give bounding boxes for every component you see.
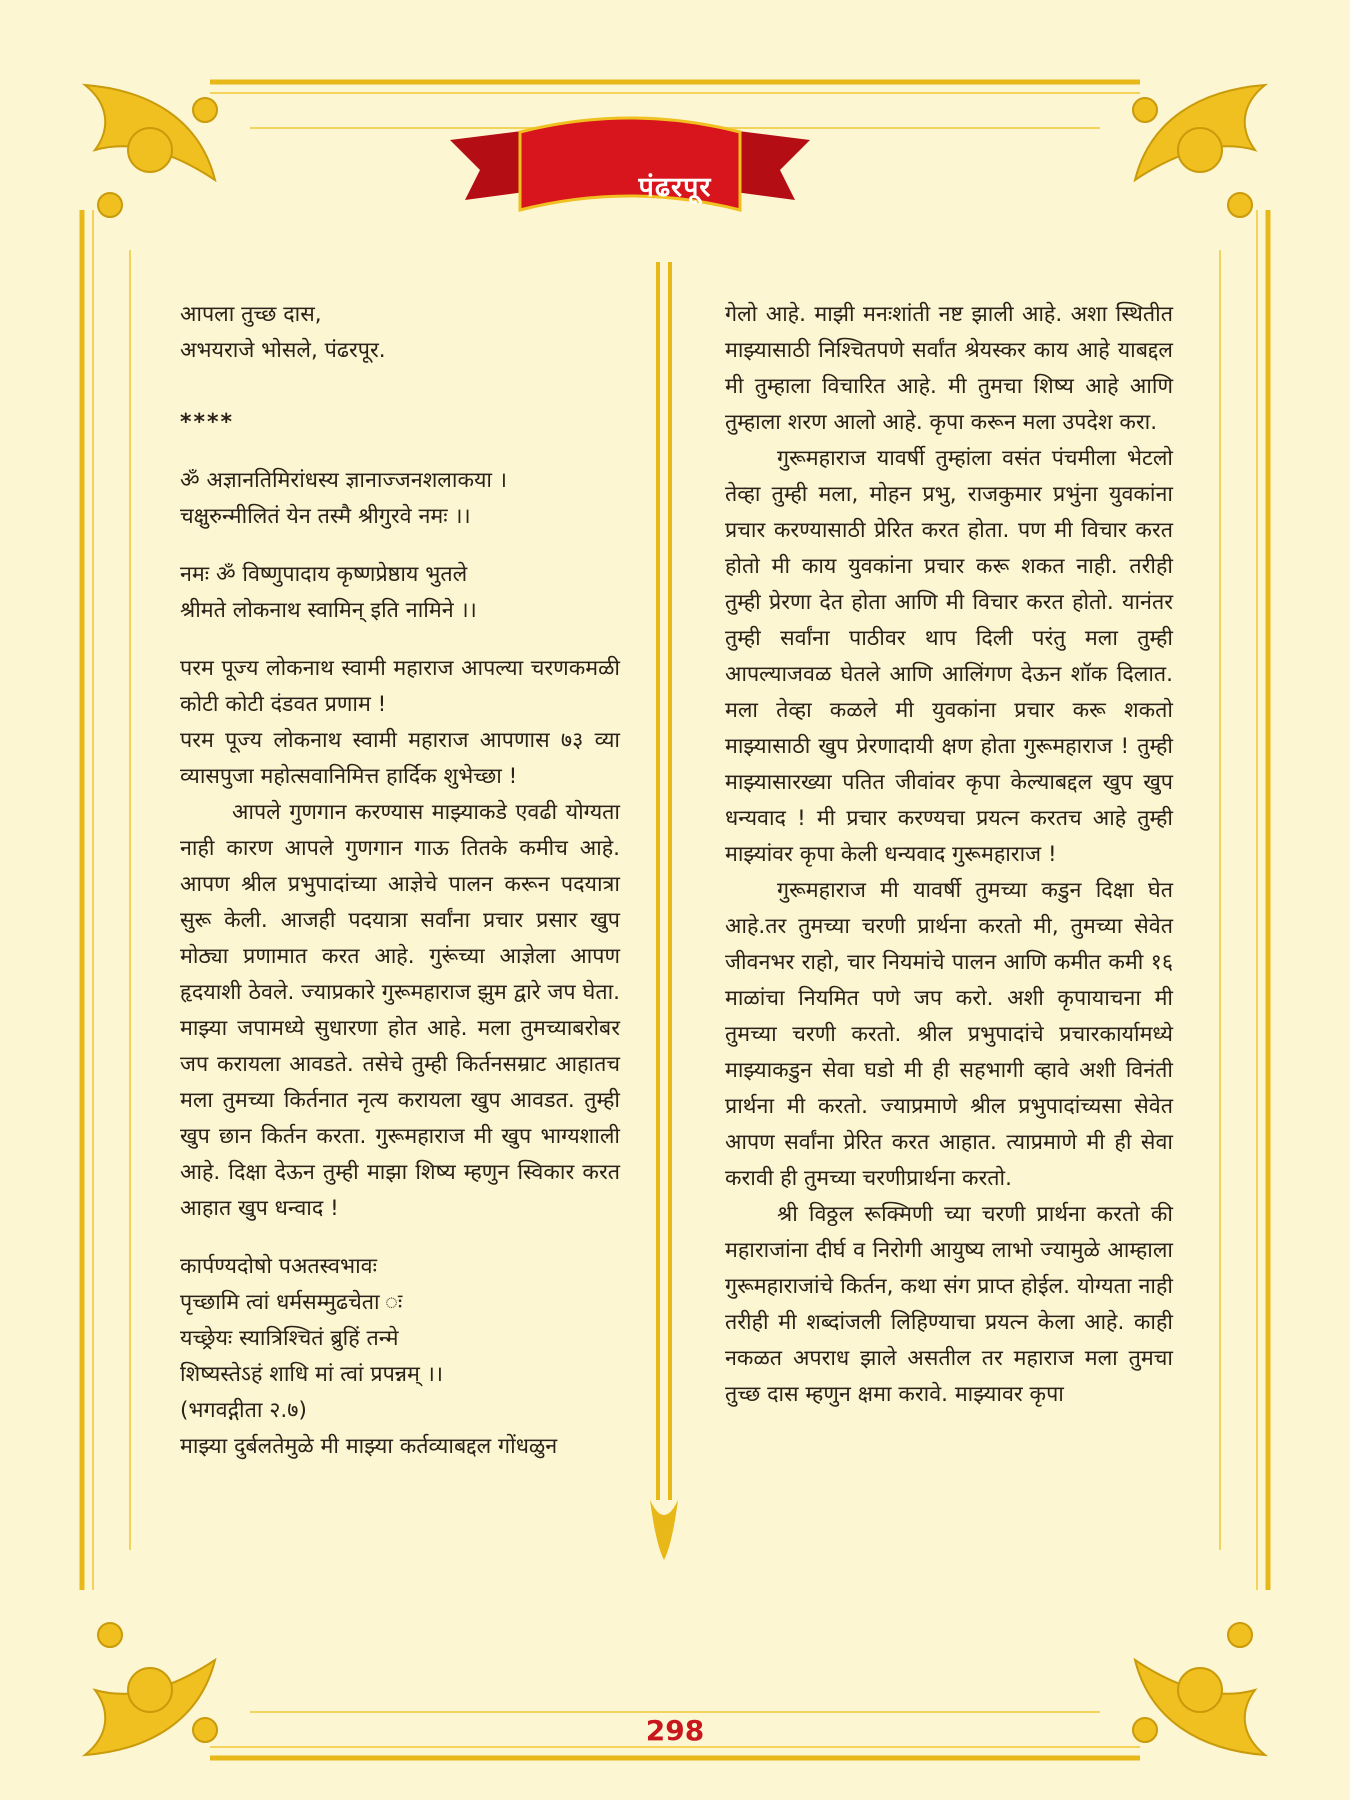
verse1-line-1: ॐ अज्ञानतिमिरांधस्य ज्ञानाज्जनशलाकया । (180, 468, 507, 493)
paragraph-3: गुरूमहाराज यावर्षी तुम्हांला वसंत पंचमीला भेटलो तेव्हा तुम्ही मला, मोहन प्रभु, राजकुमार प्रभुंना युवकांना प्रचार करण्यासाठी प्रेरित करत होता. पण मी विचार करत होतो मी काय युवकांना प्रचार करू शकत नाही. तरीही तुम्ही प्रेरणा देत होता आणि मी विचार करत होतो. यानंतर तुम्ही सर्वांना पाठीवर थाप दिली परंतु मला तुम्ही आपल्याजवळ घेतले आणि आलिंगण देऊन शॉक दिलात. मला तेव्हा कळले मी युवकांना प्रचार करू शकतो माझ्यासाठी खुप प्रेरणादायी क्षण होता गुरूमहाराज ! तुम्ही माझ्यासारख्या पतित जीवांवर कृपा केल्याबद्दल खुप खुप धन्यवाद ! मी प्रचार करण्यचा प्रयत्न करतच आहे तुम्ही माझ्यांवर कृपा केली धन्यवाद गुरूमहाराज ! (725, 446, 1173, 867)
paragraph-1: आपले गुणगान करण्यास माझ्याकडे एवढी योग्यता नाही कारण आपले गुणगान गाऊ तितके कमीच आहे. आपण श्रील प्रभुपादांच्या आज्ञेचे पालन करून पदयात्रा सुरू केली. आजही पदयात्रा सर्वांना प्रचार प्रसार खुप मोठ्या प्रणामात करत आहे. गुरूंच्या आज्ञेला आपण हृदयाशी ठेवले. ज्याप्रकारे गुरूमहाराज झुम द्वारे जप घेता. माझ्या जपामध्ये सुधारणा होत आहे. मला तुमच्याबरोबर जप करायला आवडते. तसेचे तुम्ही किर्तनसम्राट आहातच मला तुमच्या किर्तनात नृत्य करायला खुप आवडत. तुम्ही खुप छान किर्तन करता. गुरूमहाराज मी खुप भाग्यशाली आहे. दिक्षा देऊन तुम्ही माझा शिष्य म्हणुन स्विकार करत आहात खुप धन्वाद ! (180, 800, 620, 1221)
paragraph-2-start: माझ्या दुर्बलतेमुळे मी माझ्या कर्तव्याबद्दल गोंधळुन (180, 1434, 558, 1459)
verse3-line-1: कार्पण्यदोषो पअतस्वभावः (180, 1254, 377, 1279)
verse3-line-3: यच्छ्रेयः स्यात्रिश्चितं ब्रुहिं तन्मे (180, 1326, 399, 1351)
verse3-citation: (भगवद्गीता २.७) (180, 1398, 307, 1423)
verse2-line-2: श्रीमते लोकनाथ स्वामिन् इति नामिने ।। (180, 598, 477, 623)
ribbon-title: पंढरपूर (638, 172, 712, 203)
verse2-line-1: नमः ॐ विष्णुपादाय कृष्णप्रेष्ठाय भुतले (180, 562, 468, 587)
right-column (725, 297, 1173, 1413)
paragraph-2-continued: गेलो आहे. माझी मनःशांती नष्ट झाली आहे. अशा स्थितीत माझ्यासाठी निश्चितपणे सर्वांत श्रेयस्कर काय आहे याबद्दल मी तुम्हाला विचारित आहे. मी तुमचा शिष्य आहे आणि तुम्हाला शरण आलो आहे. कृपा करून मला उपदेश करा. (725, 302, 1173, 435)
page-number: 298 (645, 1714, 705, 1747)
signature-line-2: अभयराजे भोसले, पंढरपूर. (180, 338, 386, 363)
corner-ornament-icon (85, 85, 217, 217)
verse3-line-2: पृच्छामि त्वां धर्मसम्मुढचेता ः (180, 1290, 403, 1315)
paragraph-4: गुरूमहाराज मी यावर्षी तुमच्या कडुन दिक्षा घेत आहे.तर तुमच्या चरणी प्रार्थना करतो मी, तुमच्या सेवेत जीवनभर राहो, चार नियमांचे पालन आणि कमीत कमी १६ माळांचा नियमित पणे जप करो. अशी कृपायाचना मी तुमच्या चरणी करतो. श्रील प्रभुपादांचे प्रचारकार्यामध्ये माझ्याकडुन सेवा घडो मी ही सहभागी व्हावे अशी विनंती प्रार्थना मी करतो. ज्याप्रमाणे श्रील प्रभुपादांच्यसा सेवेत आपण सर्वांना प्रेरित करत आहात. त्याप्रमाणे मी ही सेवा करावी ही तुमच्या चरणीप्रार्थना करतो. (725, 878, 1173, 1191)
paragraph-5: श्री विठ्ठल रूक्मिणी च्या चरणी प्रार्थना करतो की महाराजांना दीर्घ व निरोगी आयुष्य लाभो ज्यामुळे आम्हाला गुरूमहाराजांचे किर्तन, कथा संग प्राप्त होईल. योग्यता नाही तरीही मी शब्दांजली लिहिण्याचा प्रयत्न केला आहे. काही नकळत अपराध झाले असतील तर महाराज मला तुमचा तुच्छ दास म्हणुन क्षमा करावे. माझ्यावर कृपा (725, 1202, 1173, 1407)
signature-line-1: आपला तुच्छ दास, (180, 302, 322, 327)
left-column (180, 297, 620, 1465)
greeting-2: परम पूज्य लोकनाथ स्वामी महाराज आपणास ७३ व्या व्यासपुजा महोत्सवानिमित्त हार्दिक शुभेच्छा ! (180, 728, 620, 789)
column-divider (658, 262, 670, 1500)
separator: **** (180, 410, 235, 435)
greeting-1: परम पूज्य लोकनाथ स्वामी महाराज आपल्या चरणकमळी कोटी कोटी दंडवत प्रणाम ! (180, 656, 620, 717)
verse3-line-4: शिष्यस्तेऽहं शाधि मां त्वां प्रपन्नम् ।। (180, 1362, 444, 1387)
verse1-line-2: चक्षुरुन्मीलितं येन तस्मै श्रीगुरवे नमः ।। (180, 504, 471, 529)
